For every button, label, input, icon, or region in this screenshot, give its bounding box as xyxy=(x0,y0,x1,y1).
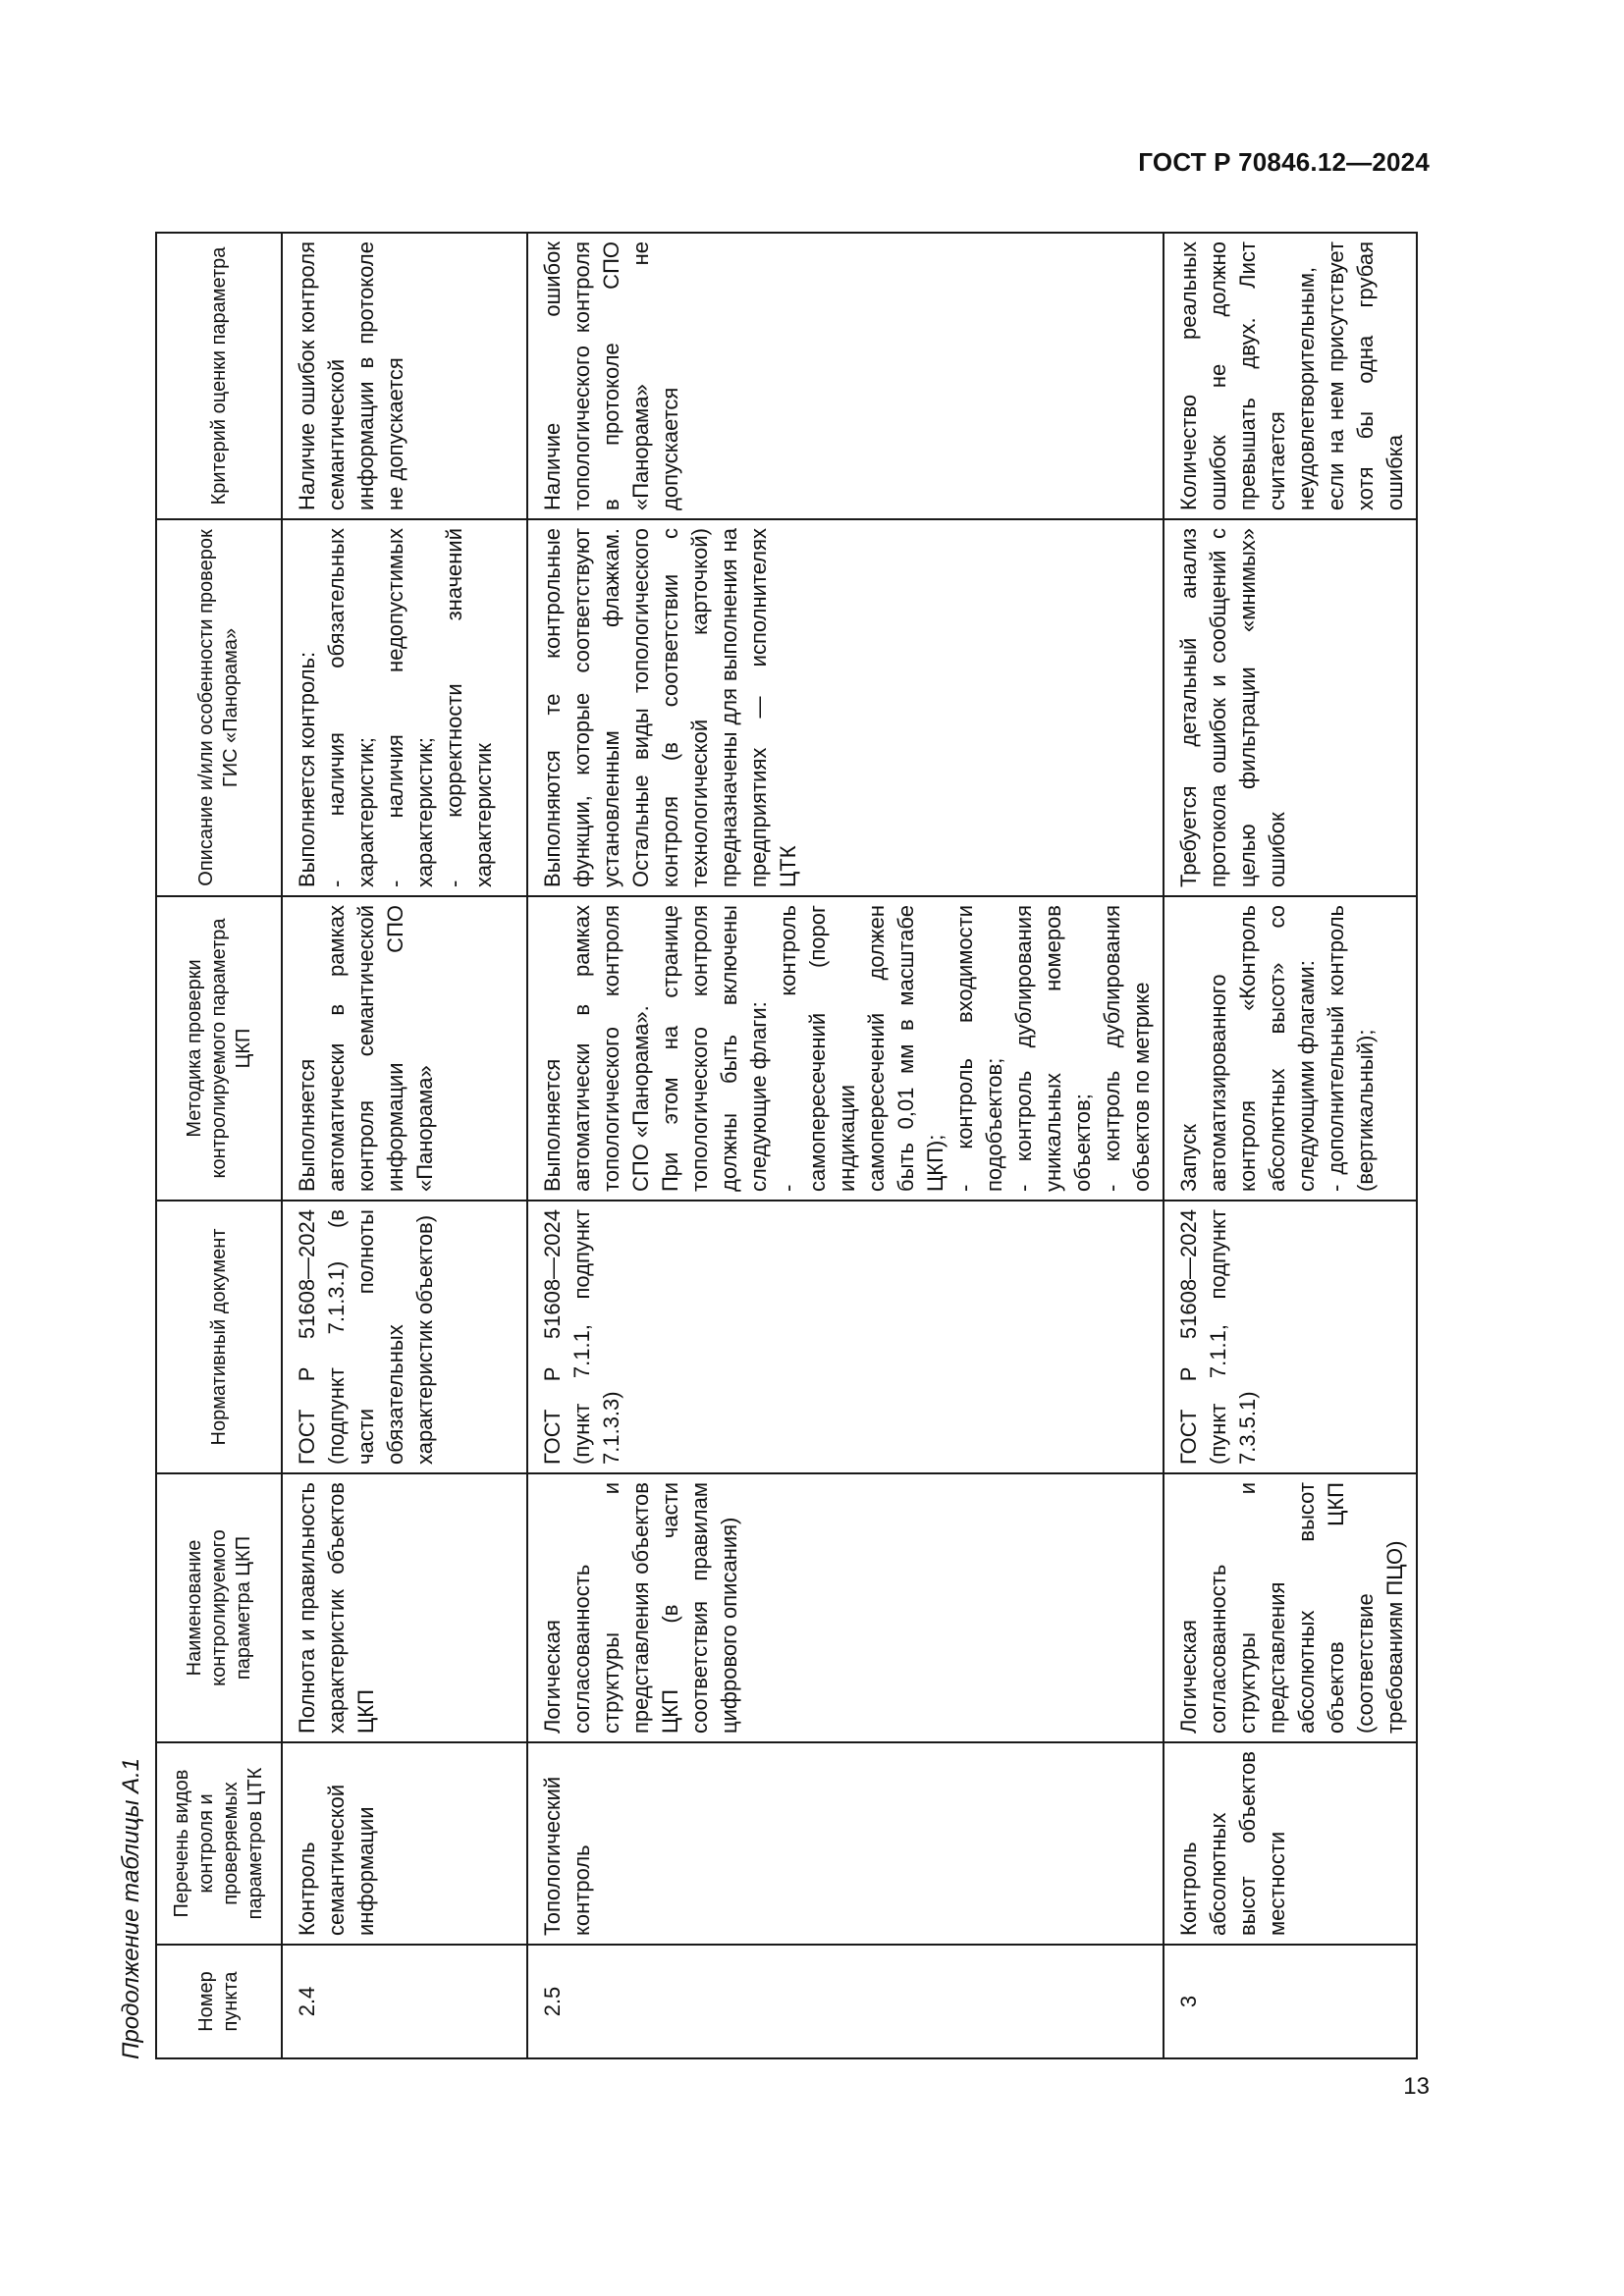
cell-number: 2.4 xyxy=(282,1945,527,2058)
cell-criterion: Наличие ошибок топологического контроля в протоколе СПО «Панорама» не допускается xyxy=(527,233,1164,519)
cell-number: 2.5 xyxy=(527,1945,1164,2058)
method-line: - дополнительный контроль (вертикальный); xyxy=(1324,905,1378,1192)
cell-number: 3 xyxy=(1164,1945,1417,2058)
requirements-table xyxy=(155,232,1418,2059)
description-line: Выполняется контроль: xyxy=(295,651,319,887)
cell-normative-document: ГОСТ Р 51608—2024 (пункт 7.1.1, подпункт 7.3.5.1) xyxy=(1164,1201,1417,1473)
description-line: - наличия недопустимых характеристик; xyxy=(383,528,437,887)
page-number: 13 xyxy=(1403,2073,1430,2100)
column-header-number: Номер пункта xyxy=(156,1945,282,2058)
rotated-table-block xyxy=(110,234,1407,2059)
method-line: - контроль самопересечений (порог индикации самопересечений должен быть 0,01 мм в масштабе ЦКП); xyxy=(776,905,947,1192)
method-line: Запуск автоматизированного контроля «Контроль абсолютных высот» со следующими флагами: xyxy=(1176,905,1319,1192)
cell-parameter: Логическая согласованность структуры и представления абсолютных высот объектов ЦКП (соответствие требованиям ПЦО) xyxy=(1164,1473,1417,1742)
cell-method xyxy=(527,896,1164,1201)
cell-parameter: Логическая согласованность структуры и представления объектов ЦКП (в части соответствия правилам цифрового описания) xyxy=(527,1473,1164,1742)
cell-normative-document: ГОСТ Р 51608—2024 (пункт 7.1.1, подпункт 7.1.3.3) xyxy=(527,1201,1164,1473)
column-header-normative-document: Нормативный документ xyxy=(156,1201,282,1473)
column-header-parameter: Наименование контролируемого параметра ЦКП xyxy=(156,1473,282,1742)
method-line: - контроль дублирования уникальных номеров объектов; xyxy=(1011,905,1095,1192)
cell-criterion: Количество реальных ошибок не должно превышать двух. Лист считается неудовлетворительным, если на нем присутствует хотя бы одна грубая ошибка xyxy=(1164,233,1417,519)
table-caption: Продолжение таблицы А.1 xyxy=(118,1757,144,2059)
method-line: - контроль дублирования объектов по метрике xyxy=(1100,905,1154,1192)
table-row xyxy=(1164,233,1417,2058)
cell-control-type: Топологический контроль xyxy=(527,1742,1164,1945)
column-header-method: Методика проверки контролируемого параметра ЦКП xyxy=(156,896,282,1201)
document-header: ГОСТ Р 70846.12—2024 xyxy=(1138,147,1430,177)
cell-normative-document: ГОСТ Р 51608—2024 (подпункт 7.1.3.1) (в части полноты обязательных характеристик объектов) xyxy=(282,1201,527,1473)
cell-parameter: Полнота и правильность характеристик объектов ЦКП xyxy=(282,1473,527,1742)
cell-method: Выполняется автоматически в рамках контроля семантической информации СПО «Панорама» xyxy=(282,896,527,1201)
cell-method xyxy=(1164,896,1417,1201)
method-line: При этом на странице топологического контроля должны быть включены следующие флаги: xyxy=(658,905,771,1192)
table-row xyxy=(282,233,527,2058)
method-line: Выполняется автоматически в рамках топологического контроля СПО «Панорама». xyxy=(540,905,653,1192)
method-line: - контроль входимости подобъектов; xyxy=(952,905,1006,1192)
cell-description: Выполняются те контрольные функции, которые соответствуют установленным флажкам. Остальные виды топологического контроля (в соответствии с технологической карточкой) предназначены для выполнения на предприятиях — исполнителях ЦТК xyxy=(527,519,1164,896)
column-header-control-types: Перечень видов контроля и проверяемых параметров ЦТК xyxy=(156,1742,282,1945)
table-row xyxy=(527,233,1164,2058)
column-header-criterion: Критерий оценки параметра xyxy=(156,233,282,519)
cell-description: Требуется детальный анализ протокола ошибок и сообщений с целью фильтрации «мнимых» ошибок xyxy=(1164,519,1417,896)
column-header-description: Описание и/или особенности проверок ГИС «Панорама» xyxy=(156,519,282,896)
cell-description xyxy=(282,519,527,896)
description-line: - наличия обязательных характеристик; xyxy=(324,528,378,887)
cell-criterion: Наличие ошибок контроля семантической информации в протоколе не допускается xyxy=(282,233,527,519)
cell-control-type: Контроль семантической информации xyxy=(282,1742,527,1945)
cell-control-type: Контроль абсолютных высот объектов местности xyxy=(1164,1742,1417,1945)
description-line: - корректности значений характеристик xyxy=(442,528,496,887)
table-header-row xyxy=(156,233,282,2058)
